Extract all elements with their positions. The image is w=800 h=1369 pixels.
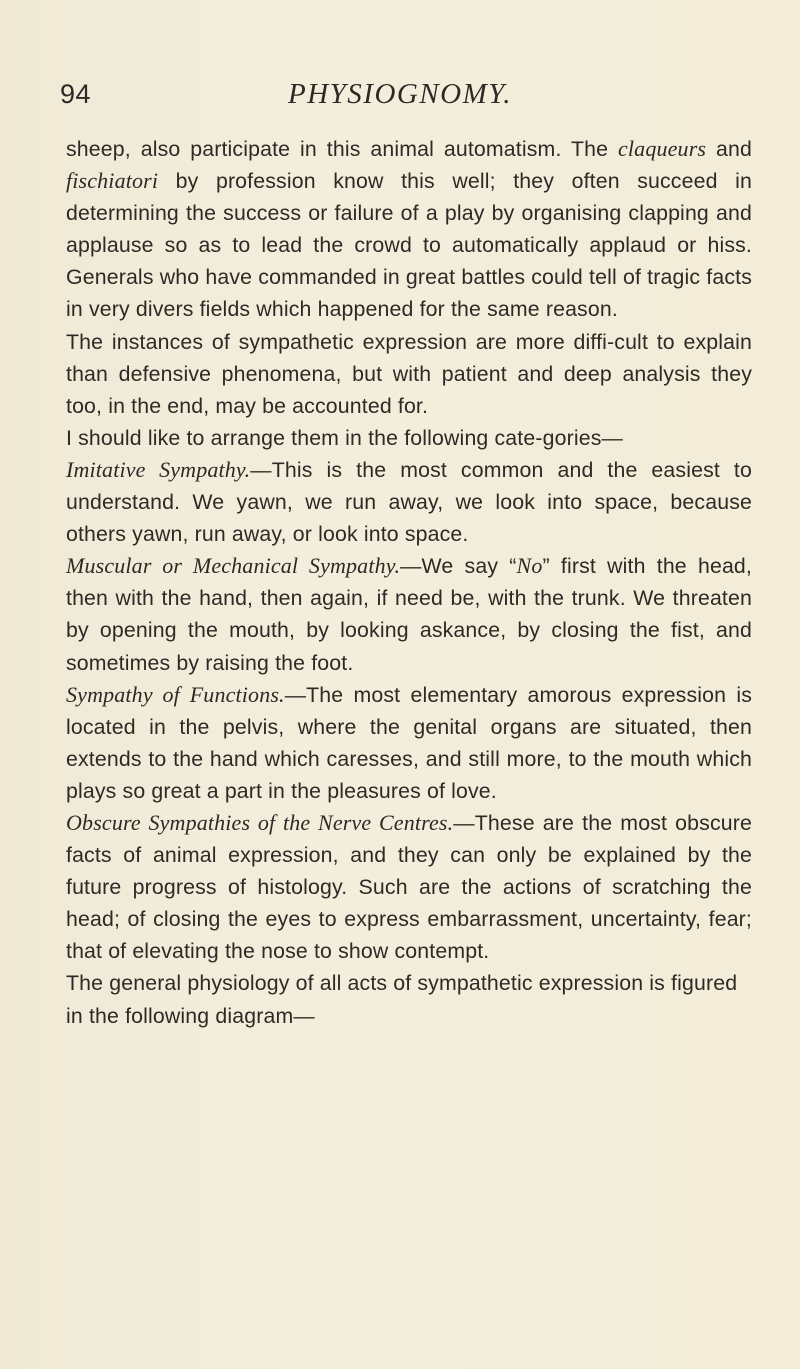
text-run: sheep, also participate in this animal automatism. The — [66, 137, 618, 161]
text-run: by profession know this well; they often succeed in determining the success or failure of a play by organising clapping and applause so as to lead the crowd to automatically applaud or hiss. Generals who have commanded in great battles could tell of tragic facts in very divers fields which happened for the same reason. — [66, 169, 752, 322]
text-run: —This is the most common and the easiest to understand. We yawn, we run away, we look into space, because others yawn, run away, or look into space. — [66, 457, 752, 547]
text-run: —We say “ — [400, 554, 517, 579]
paragraph — [66, 326, 752, 422]
section-heading: Sympathy of Functions. — [66, 681, 285, 707]
italic-term: No — [516, 553, 543, 579]
text-run: and — [706, 137, 752, 161]
page-header — [60, 78, 760, 118]
paragraph — [66, 807, 752, 967]
running-head: PHYSIOGNOMY. — [288, 78, 512, 110]
paragraph — [66, 550, 752, 678]
text-run: —These are the most obscure facts of animal expression, and they can only be explained by the future progress of histology. Such are the actions of scratching the head; of closing the eyes to express embarrassment, uncertainty, fear; that of elevating the nose to show contempt. — [66, 810, 752, 964]
section-heading: Obscure Sympathies of the Nerve Centres. — [66, 809, 454, 835]
section-heading: Muscular or Mechanical Sympathy. — [66, 553, 401, 579]
text-run: The instances of sympathetic expression are more diffi-cult to explain than defensive phenomena, but with patient and deep analysis they too, in the end, may be accounted for. — [66, 329, 752, 418]
paragraph — [66, 454, 752, 550]
paragraph — [66, 133, 752, 326]
text-run: The general physiology of all acts of sympathetic expression is figured in the following diagram— — [66, 971, 738, 1028]
italic-term: fischiatori — [66, 168, 159, 194]
italic-term: claqueurs — [618, 136, 707, 161]
paragraph — [66, 679, 752, 807]
paragraph — [66, 422, 752, 454]
paragraph — [66, 967, 752, 1031]
page-number: 94 — [60, 79, 92, 109]
text-run: I should like to arrange them in the following cate-gories— — [66, 425, 623, 450]
section-heading: Imitative Sympathy. — [66, 456, 251, 482]
body-text — [66, 133, 752, 1032]
text-run: —The most elementary amorous expression is located in the pelvis, where the genital organs are situated, then extends to the hand which caresses, and still more, to the mouth which plays so great a part in the pleasures of love. — [66, 682, 752, 803]
text-run: ” first with the head, then with the hand, then again, if need be, with the trunk. We threaten by opening the mouth, by looking askance, by closing the fist, and sometimes by raising the foot. — [66, 554, 752, 675]
